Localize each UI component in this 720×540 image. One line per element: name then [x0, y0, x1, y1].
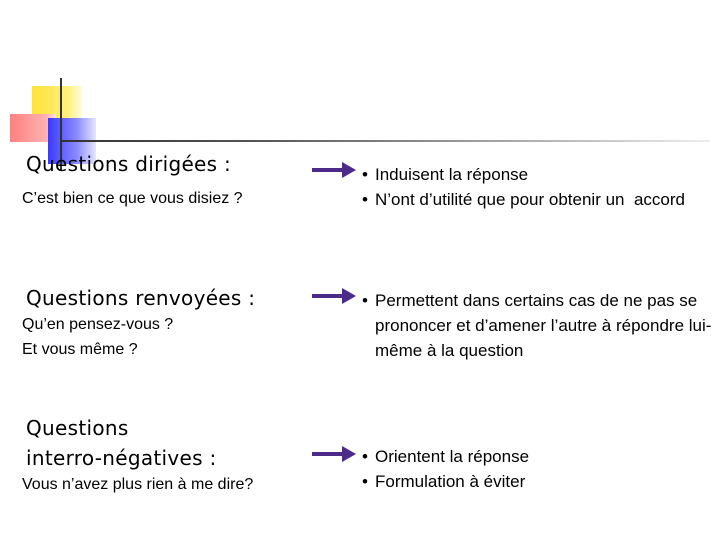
effects-list: [362, 288, 715, 363]
question-type-title: Questions dirigées :: [26, 152, 232, 176]
title-divider-line: [60, 140, 710, 142]
arrow-right-icon: [312, 288, 356, 304]
list-item: • Orientent la réponse: [362, 444, 529, 469]
list-item: • N’ont d’utilité que pour obtenir un accord: [362, 187, 705, 212]
question-example: C’est bien ce que vous disiez ?: [22, 190, 243, 207]
question-example: Et vous même ?: [22, 341, 138, 358]
question-type-title: Questions: [26, 416, 129, 440]
list-item: • Induisent la réponse: [362, 162, 705, 187]
question-type-title: interro-négatives :: [26, 446, 217, 470]
list-item: • Formulation à éviter: [362, 469, 529, 494]
question-example: Qu’en pensez-vous ?: [22, 316, 174, 333]
question-example: Vous n’avez plus rien à me dire?: [22, 476, 254, 493]
list-item: • Permettent dans certains cas de ne pas se prononcer et d’amener l’autre à répondre lui-même à la question: [362, 288, 715, 363]
arrow-right-icon: [312, 162, 356, 178]
question-type-title: Questions renvoyées :: [26, 286, 256, 310]
effects-list: [362, 444, 529, 494]
arrow-right-icon: [312, 446, 356, 462]
effects-list: [362, 162, 705, 212]
